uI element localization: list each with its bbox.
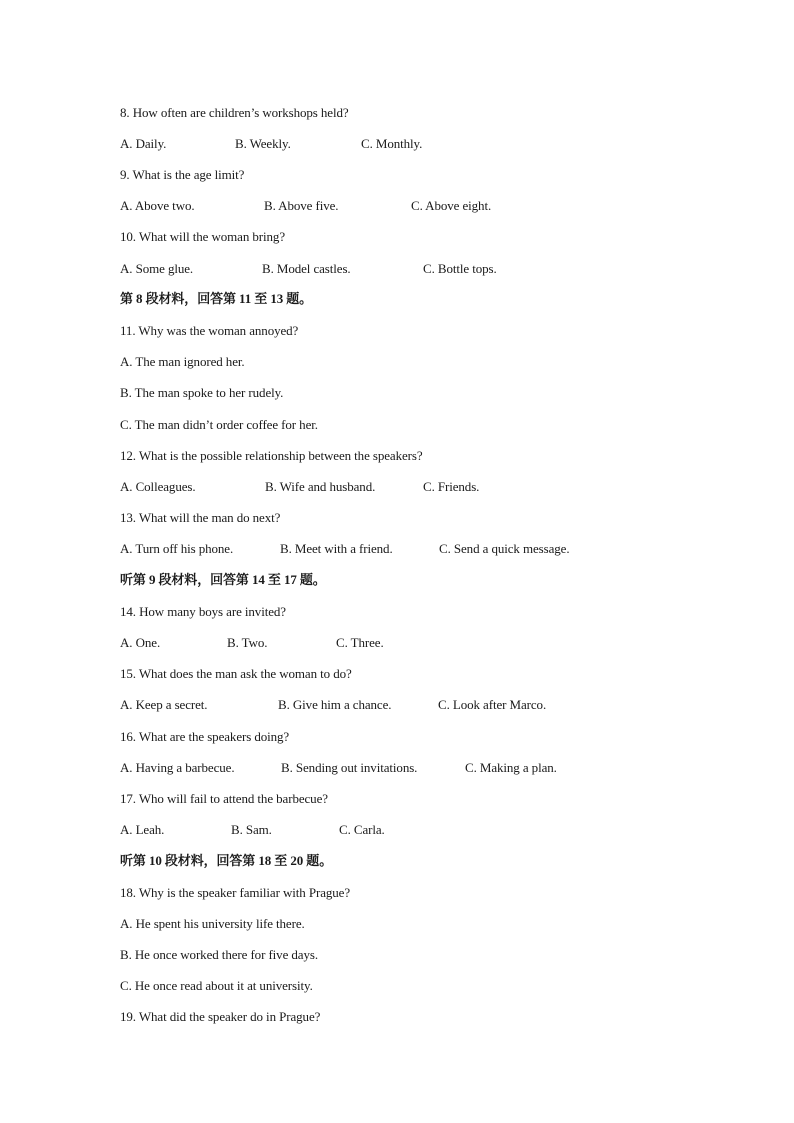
option-14a: A. One. [120,635,161,650]
option-15a: A. Keep a secret. [120,697,208,712]
option-17a: A. Leah. [120,822,165,837]
option-18c: C. He once read about it at university. [120,978,313,993]
question-13: 13. What will the man do next? [120,510,281,525]
option-12c: C. Friends. [423,479,480,494]
option-12a: A. Colleagues. [120,479,196,494]
option-8a: A. Daily. [120,136,167,151]
option-14c: C. Three. [336,635,384,650]
question-18: 18. Why is the speaker familiar with Prague? [120,885,351,900]
question-10: 10. What will the woman bring? [120,229,286,244]
option-13c: C. Send a quick message. [439,541,570,556]
option-18b: B. He once worked there for five days. [120,947,318,962]
section-heading-8: 第 8 段材料，回答第 11 至 13 题。 [120,291,313,306]
question-16: 16. What are the speakers doing? [120,729,290,744]
option-15b: B. Give him a chance. [278,697,392,712]
question-15: 15. What does the man ask the woman to do? [120,666,352,681]
option-17b: B. Sam. [231,822,272,837]
options-10 [120,261,540,277]
option-12b: B. Wife and husband. [265,479,376,494]
question-9: 9. What is the age limit? [120,167,245,182]
option-9a: A. Above two. [120,198,195,213]
option-14b: B. Two. [227,635,268,650]
option-13b: B. Meet with a friend. [280,541,393,556]
options-16 [120,760,580,776]
option-15c: C. Look after Marco. [438,697,547,712]
option-9c: C. Above eight. [411,198,492,213]
option-8c: C. Monthly. [361,136,423,151]
question-12: 12. What is the possible relationship between the speakers? [120,448,423,463]
option-16c: C. Making a plan. [465,760,557,775]
options-9 [120,198,540,214]
option-10a: A. Some glue. [120,261,194,276]
section-heading-9: 听第 9 段材料，回答第 14 至 17 题。 [120,572,326,587]
option-17c: C. Carla. [339,822,385,837]
option-16b: B. Sending out invitations. [281,760,418,775]
options-12 [120,479,540,495]
question-19: 19. What did the speaker do in Prague? [120,1009,321,1024]
option-8b: B. Weekly. [235,136,291,151]
option-10c: C. Bottle tops. [423,261,497,276]
option-9b: B. Above five. [264,198,339,213]
options-8 [120,136,520,152]
question-11: 11. Why was the woman annoyed? [120,323,299,338]
options-17 [120,822,420,838]
question-14: 14. How many boys are invited? [120,604,286,619]
option-13a: A. Turn off his phone. [120,541,234,556]
option-11c: C. The man didn’t order coffee for her. [120,417,318,432]
options-15 [120,697,580,713]
option-10b: B. Model castles. [262,261,351,276]
option-16a: A. Having a barbecue. [120,760,235,775]
options-14 [120,635,420,651]
options-13 [120,541,600,557]
option-18a: A. He spent his university life there. [120,916,305,931]
section-heading-10: 听第 10 段材料，回答第 18 至 20 题。 [120,853,333,868]
question-8: 8. How often are children’s workshops held? [120,105,349,120]
question-17: 17. Who will fail to attend the barbecue? [120,791,328,806]
option-11a: A. The man ignored her. [120,354,245,369]
option-11b: B. The man spoke to her rudely. [120,385,284,400]
